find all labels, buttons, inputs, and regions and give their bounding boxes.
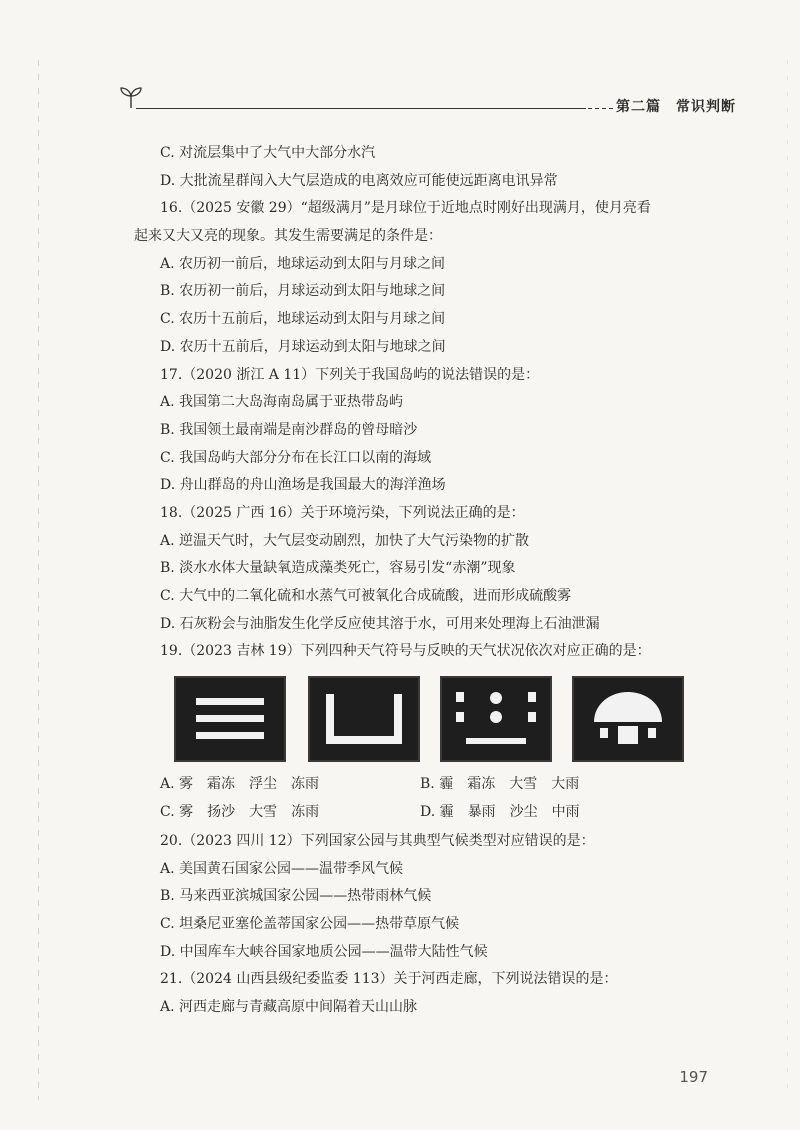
question-17-stem: 17.（2020 浙江 A 11）下列关于我国岛屿的说法错误的是： [160,366,540,383]
freezing-rain-symbol-icon [572,676,684,762]
question-17-option-d: D. 舟山群岛的舟山渔场是我国最大的海洋渔场 [160,477,446,494]
question-20-stem: 20.（2023 四川 12）下列国家公园与其典型气候类型对应错误的是： [160,833,595,849]
question-20-option-d: D. 中国库车大峡谷国家地质公园——温带大陆性气候 [160,943,488,960]
question-19-option-b: B. 霾 霜冻 大雪 大雨 [420,776,580,792]
question-19-option-c: C. 雾 扬沙 大雪 冻雨 [160,804,320,820]
question-19-option-d: D. 霾 暴雨 沙尘 中雨 [420,804,580,820]
questions-block-bottom [160,828,720,1022]
question-19-stem: 19.（2023 吉林 19）下列四种天气符号与反映的天气状况依次对应正确的是： [160,643,651,660]
question-17-option-c: C. 我国岛屿大部分分布在长江口以南的海域 [160,449,432,466]
question-16-option-d: D. 农历十五前后，月球运动到太阳与地球之间 [160,338,446,355]
question-16-stem-cont: 起来又大又亮的现象。其发生需要满足的条件是： [134,228,442,245]
options-row [160,770,720,798]
question-16-option-c: C. 农历十五前后，地球运动到太阳与月球之间 [160,311,446,328]
question-20-option-a: A. 美国黄石国家公园——温带季风气候 [160,860,404,877]
question-21-option-a: A. 河西走廊与青藏高原中间隔着天山山脉 [160,999,418,1016]
question-17-option-a: A. 我国第二大岛海南岛属于亚热带岛屿 [160,394,404,411]
question-16-option-b: B. 农历初一前后，月球运动到太阳与地球之间 [160,283,446,300]
weather-symbols [174,676,684,762]
question-18-option-d: D. 石灰粉会与油脂发生化学反应使其溶于水，可用来处理海上石油泄漏 [160,615,600,632]
fog-symbol-icon [174,676,286,762]
rime-symbol-icon [308,676,420,762]
scan-edge-left [38,60,39,1100]
question-19-option-a: A. 雾 霜冻 浮尘 冻雨 [160,776,320,792]
scan-edge-right [787,60,788,1100]
section-title: 第二篇 常识判断 [616,99,736,115]
question-20-option-c: C. 坦桑尼亚塞伦盖蒂国家公园——热带草原气候 [160,916,460,933]
question-19-options [160,770,720,826]
question-16-stem: 16.（2025 安徽 29）“超级满月”是月球位于近地点时刚好出现满月，使月亮看 [160,200,651,217]
page-header [118,84,736,115]
question-16-option-a: A. 农历初一前后，地球运动到太阳与月球之间 [160,255,446,272]
text-line: D. 大批流星群闯入大气层造成的电离效应可能使远距离电讯异常 [160,172,558,189]
question-18-option-a: A. 逆温天气时，大气层变动剧烈，加快了大气污染物的扩散 [160,532,530,549]
text-line: C. 对流层集中了大气中大部分水汽 [160,145,376,161]
question-18-stem: 18.（2025 广西 16）关于环境污染，下列说法正确的是： [160,504,525,521]
question-17-option-b: B. 我国领土最南端是南沙群岛的曾母暗沙 [160,421,418,438]
question-18-option-b: B. 淡水水体大量缺氧造成藻类死亡，容易引发“赤潮”现象 [160,560,516,577]
header-dash [588,108,614,109]
page-number: 197 [679,1068,708,1086]
options-row [160,798,720,826]
question-18-option-c: C. 大气中的二氧化硫和水蒸气可被氧化合成硫酸，进而形成硫酸雾 [160,588,572,604]
sprout-icon [118,84,144,110]
header-rule [136,108,586,109]
question-21-stem: 21.（2024 山西县级纪委监委 113）关于河西走廊，下列说法错误的是： [160,971,618,988]
questions-block-top [134,140,710,666]
hail-symbol-icon [440,676,552,762]
question-20-option-b: B. 马来西亚滨城国家公园——热带雨林气候 [160,888,432,905]
